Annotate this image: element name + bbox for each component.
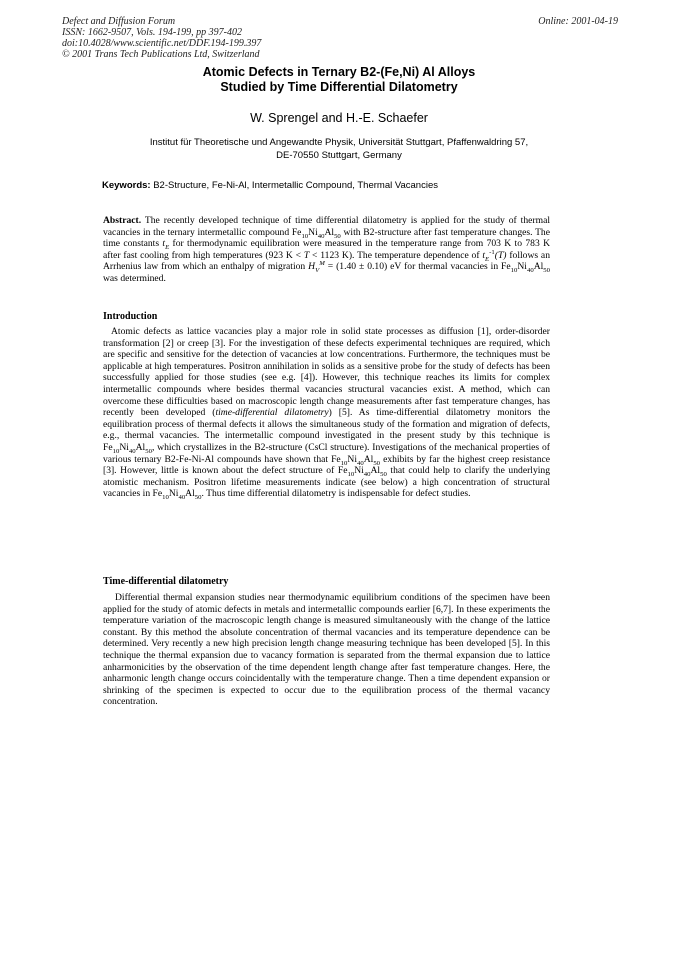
element-symbol: Ni [119,441,129,453]
subscript: 40 [357,459,364,467]
subscript: 10 [347,471,355,479]
intro-text: ) [5]. As time-differential dilatometry monitors the equilibration process of thermal defects it allows the simultaneous study of the formation and migration of defects, e.g., thermal vacancies. The intermetallic compound investigated in the present study by this technique is Fe [103,407,550,453]
intro-text: Atomic defects as lattice vacancies play a major role in solid state processes as diffusion [1], order-disorder transformation [2] or creep [3]. For the investigation of these defects experimental techniques are required, which are specific and sensitive for the detection of vacancies at low concentrations. Furthermore, the techniques must be applicable at high temperatures. Positron annihilation in solids as a sensitive probe for the study of defects has been successfully applied for those studies (see e.g. [4]). However, this technique reaches its limits for complex intermetallic compounds where besides thermal vacancies structural vacancies exist. A method, which can overcome these difficulties based on macroscopic length change measurements after fast temperature changes, has recently been developed ( [103,326,550,419]
superscript: M [319,260,325,268]
journal-name: Defect and Diffusion Forum [62,16,176,27]
intro-italic: time-differential dilatometry [215,407,329,419]
subscript: 40 [128,447,136,455]
subscript: 40 [526,267,534,275]
subscript: 40 [178,494,186,502]
journal-header [62,16,261,60]
element-symbol: Al [533,261,544,273]
element-symbol: Ni [168,488,179,500]
journal-doi[interactable]: doi:10.4028/www.scientific.net/DDF.194-199.397 [62,38,262,49]
element-symbol: Ni [347,453,357,465]
element-symbol: Al [370,465,381,477]
abstract-text: = (1.40 ± 0.10) eV for thermal vacancies in Fe [324,261,511,273]
symbol: t [482,249,486,261]
element-symbol: Al [363,453,374,465]
subscript: 10 [340,459,348,467]
title-line-2: Studied by Time Differential Dilatometry [220,80,458,94]
subscript: 10 [301,232,309,240]
abstract [103,215,550,285]
element-symbol: Al [185,488,195,500]
subscript: 40 [317,232,325,240]
element-symbol: Al [324,226,335,238]
subscript: E [485,255,490,263]
tdd-text: Differential thermal expansion studies near thermodynamic equilibrium conditions of the specimen have been applied for the study of atomic defects in metals and intermetallic compounds earlier [6,7]. In these experiments the temperature variation of the macroscopic length change is measured simultaneously with the change of the lattice constant. By this method the absolute concentration of thermal vacancies and its temperature dependence can be determined. Very recently a new high precision length change measuring technique has been developed [5]. In this technique the thermal expansion due to vacancy formation is separated from the thermal expansion due to lattice anharmonicities by the observation of the time dependent length change after fast temperature changes. Here, the anharmonic length change occurs coincidentally with the temperature change. Then a time dependent expansion or shrinking of the specimen is expected to occur due to the equilibration process of the thermal vacancy concentration. [103,592,550,708]
subscript: 50 [380,471,387,479]
element-symbol: Ni [354,465,364,477]
journal-issn: ISSN: 1662-9507, Vols. 194-199, pp 397-402 [62,27,242,38]
online-date: Online: 2001-04-19 [538,16,618,27]
intro-text: , which crystallizes in the B2-structure (CsCl structure). Investigations of the mechanical properties of various ternary B2-Fe-Ni-Al compounds have shown that Fe [103,441,550,465]
subscript: 50 [194,494,202,502]
intro-text: that could help to clarify the underlying atomistic mechanism. Positron lifetime measurements indicate (see below) a high concentration of structural vacancies in Fe [103,465,550,500]
subscript: V [315,267,320,275]
subscript: 10 [162,494,169,502]
abstract-text: with B2-structure after fast temperature changes. The time constants [103,226,550,250]
subscript: 50 [334,232,341,240]
abstract-text: < 1123 K). The temperature dependence of [309,249,483,261]
element-symbol: Ni [517,261,527,273]
affiliation-line-2: DE-70550 Stuttgart, Germany [276,149,402,161]
keywords [102,180,582,191]
symbol: H [308,261,316,273]
abstract-text: was determined. [103,272,166,284]
affiliation [100,137,578,162]
element-symbol: Al [135,441,146,453]
tdd-heading: Time-differential dilatometry [103,576,229,587]
intro-text: . Thus time differential dilatometry is indispensable for defect studies. [201,488,471,500]
subscript: 10 [510,267,518,275]
intro-text: exhibits by far the highest creep resistance [3]. However, little is known about the defect structure of Fe [103,453,551,477]
subscript: 40 [363,471,371,479]
superscript: -1 [489,248,495,256]
journal-copyright: © 2001 Trans Tech Publications Ltd, Switzerland [62,49,260,60]
symbol: t [162,238,166,250]
symbol: (T) [494,249,507,261]
authors: W. Sprengel and H.-E. Schaefer [250,111,428,125]
affiliation-line-1: Institut für Theoretische und Angewandte Physik, Universität Stuttgart, Pfaffenwaldring 57, [149,137,529,148]
symbol: T [303,249,310,261]
keywords-label: Keywords: [102,180,151,191]
introduction-text [103,326,550,500]
subscript: 50 [373,459,381,467]
element-symbol: Ni [308,226,318,238]
abstract-text: follows an Arrhenius law from which an enthalpy of migration [103,249,550,273]
introduction-heading: Introduction [103,311,158,322]
subscript: 50 [543,267,550,275]
subscript: 10 [112,447,120,455]
title-line-1: Atomic Defects in Ternary B2-(Fe,Ni) Al Alloys [202,65,476,79]
abstract-text: The recently developed technique of time differential dilatometry is applied for the study of thermal vacancies in the ternary intermetallic compound Fe [103,215,550,238]
subscript: 50 [145,447,152,455]
paper-title [0,65,678,95]
subscript: E [165,244,170,252]
keywords-text: B2-Structure, Fe-Ni-Al, Intermetallic Compound, Thermal Vacancies [153,180,438,191]
abstract-label: Abstract. [103,215,142,226]
abstract-text: for thermodynamic equilibration were measured in the temperature range from 703 K to 783 K after fast cooling from high temperatures (923 K < [103,238,550,261]
